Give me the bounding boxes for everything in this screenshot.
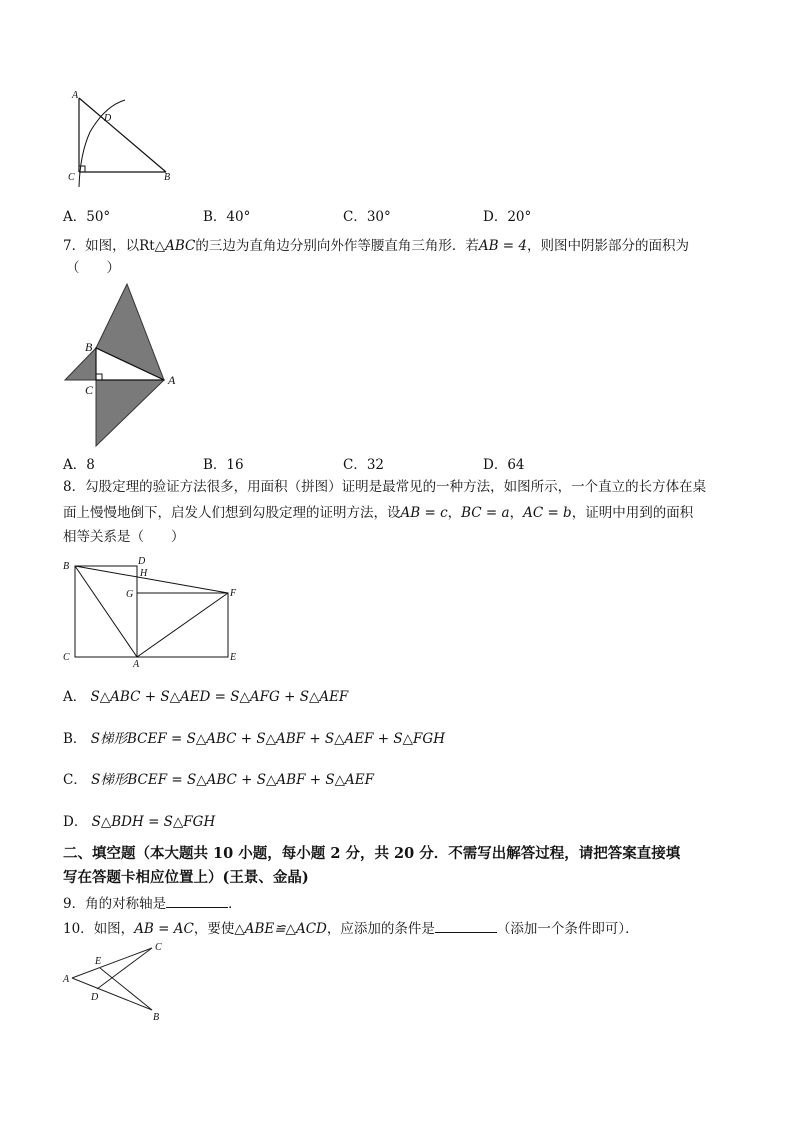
q7-label-c: C [85, 383, 94, 397]
q10-text-1: 如图， [93, 921, 135, 937]
q6-option-a-letter: A． [63, 209, 87, 225]
q8-label-h: H [140, 568, 148, 579]
q10-congruence: △ABE≌△ACD [234, 921, 327, 937]
q7-option-a-letter: A． [63, 457, 87, 473]
q7-label-b: B [85, 340, 93, 354]
q7-option-c-letter: C． [343, 457, 367, 473]
q10-segment-cd [97, 948, 152, 989]
q7-rt: Rt△ [139, 238, 166, 254]
q10-text-3: ，应添加的条件是 [326, 921, 435, 937]
q8-option-b[interactable] [63, 727, 445, 747]
q8-label-f: F [230, 588, 237, 599]
q8-number: 8． [63, 479, 86, 495]
q10-segment-ab [72, 978, 152, 1010]
q10-number: 10． [63, 921, 94, 937]
q6-segment-ab [79, 98, 166, 172]
q10-label-b: B [153, 1012, 160, 1023]
q10-question-text [63, 918, 639, 939]
q7-option-d-value: 64 [507, 457, 525, 473]
q6-label-c: C [68, 172, 75, 183]
q8-figure [60, 556, 250, 668]
q6-option-b[interactable] [203, 205, 250, 225]
q8-label-b: B [63, 561, 70, 572]
q10-text-2: ，要使 [193, 921, 235, 937]
q9-text: 角的对称轴是 [85, 896, 167, 912]
q6-option-a[interactable] [63, 205, 110, 225]
q7-text-3: ，则图中阴影部分的面积为 [526, 238, 689, 254]
q8-option-b-letter: B． [63, 731, 87, 747]
q7-option-a[interactable] [63, 453, 95, 473]
q10-label-d: D [91, 992, 99, 1003]
q8-label-c: C [63, 652, 70, 663]
q10-condition: AB = AC [134, 921, 194, 937]
q10-text-4: （添加一个条件即可）． [496, 921, 639, 937]
q10-answer-blank[interactable] [435, 918, 497, 933]
q7-text-2: 的三边为直角边分别向外作等腰直角三角形．若 [195, 238, 479, 254]
q10-label-c: C [155, 942, 162, 953]
q10-label-a: A [63, 974, 70, 985]
q8-label-e: E [230, 652, 237, 663]
q6-option-d-letter: D． [483, 209, 508, 225]
q7-text-1: 如图，以 [85, 238, 140, 254]
q9-end: ． [228, 896, 242, 912]
q8-option-c-letter: C． [63, 772, 87, 788]
q7-shaded-triangle-on-ac [96, 380, 164, 446]
q6-option-b-value: 40° [226, 209, 251, 225]
q7-option-b-letter: B． [203, 457, 227, 473]
q7-option-a-value: 8 [86, 457, 95, 473]
q8-option-d-expr: S△BDH = S△FGH [91, 814, 216, 830]
q8-question-line-1 [63, 477, 706, 497]
q8-label-g: G [126, 589, 134, 600]
q8-label-d: D [138, 556, 146, 567]
q6-label-a: A [72, 90, 79, 101]
section2-heading-line-2: 写在答题卡相应位置上）(王景、金晶) [63, 869, 309, 886]
q6-label-d: D [104, 113, 112, 124]
q6-arc [79, 100, 125, 187]
q8-question-line-2: 面上慢慢地倒下，启发人们想到勾股定理的证明方法，设AB = c，BC = a，AC = b，证明中用到的面积 [63, 505, 694, 521]
q7-option-d[interactable] [483, 453, 525, 473]
q8-option-a-letter: A． [63, 689, 87, 705]
q8-line2-a: 面上慢慢地倒下，启发人们想到勾股定理的证明方法，设 [63, 505, 401, 521]
q8-option-d[interactable] [63, 810, 215, 830]
q8-segment-ba [75, 566, 137, 657]
q10-segment-be [100, 968, 152, 1010]
q8-option-b-expr: S梯形BCEF = S△ABC + S△ABF + S△AEF + S△FGH [90, 731, 445, 747]
q6-option-d[interactable] [483, 205, 531, 225]
q7-option-b[interactable] [203, 453, 244, 473]
q9-number: 9． [63, 896, 86, 912]
q7-question-text [63, 236, 689, 256]
q8-segment-bf [75, 566, 228, 593]
q6-option-b-letter: B． [203, 209, 227, 225]
q9-question-text [63, 893, 242, 914]
q6-label-b: B [164, 172, 171, 183]
q7-label-a: A [168, 373, 176, 387]
q8-line2-b: ，证明中用到的面积 [571, 505, 694, 521]
q10-figure [60, 938, 170, 1024]
q8-ab-eq: AB = c [400, 505, 448, 521]
q10-segment-ac [72, 948, 152, 978]
q8-option-a-expr: S△ABC + S△AED = S△AFG + S△AEF [90, 689, 349, 705]
q7-option-c-value: 32 [366, 457, 385, 473]
q6-option-c-value: 30° [366, 209, 391, 225]
q7-number: 7． [63, 238, 86, 254]
q7-option-d-letter: D． [483, 457, 508, 473]
q7-option-c[interactable] [343, 453, 384, 473]
q8-segment-af [137, 593, 228, 657]
q6-figure [60, 84, 190, 188]
q7-figure [60, 280, 185, 450]
q8-ac-eq: AC = b [523, 505, 572, 521]
q6-option-c[interactable] [343, 205, 391, 225]
q8-option-c-expr: S梯形BCEF = S△ABC + S△ABF + S△AEF [91, 772, 374, 788]
q8-bc-eq: BC = a [461, 505, 510, 521]
q7-answer-paren: （ ） [66, 260, 120, 276]
section2-heading-line-1: 二、填空题（本大题共 10 小题，每小题 2 分，共 20 分．不需写出解答过程，请把答案直接填 [63, 845, 681, 862]
q9-answer-blank[interactable] [166, 893, 228, 908]
q6-option-c-letter: C． [343, 209, 367, 225]
q6-option-a-value: 50° [86, 209, 111, 225]
q8-label-a: A [133, 659, 140, 668]
q7-abc: ABC [165, 238, 196, 254]
q8-option-d-letter: D． [63, 814, 88, 830]
q8-question-line-3: 相等关系是（ ） [63, 529, 185, 545]
q10-label-e: E [95, 956, 102, 967]
q8-line1: 勾股定理的验证方法很多，用面积（拼图）证明是最常见的一种方法，如图所示，一个直立的长方体在桌 [85, 479, 707, 495]
q6-option-d-value: 20° [507, 209, 532, 225]
q8-option-c[interactable] [63, 768, 374, 788]
q8-option-a[interactable] [63, 685, 348, 705]
q7-condition: AB = 4 [478, 238, 527, 254]
q7-option-b-value: 16 [226, 457, 244, 473]
